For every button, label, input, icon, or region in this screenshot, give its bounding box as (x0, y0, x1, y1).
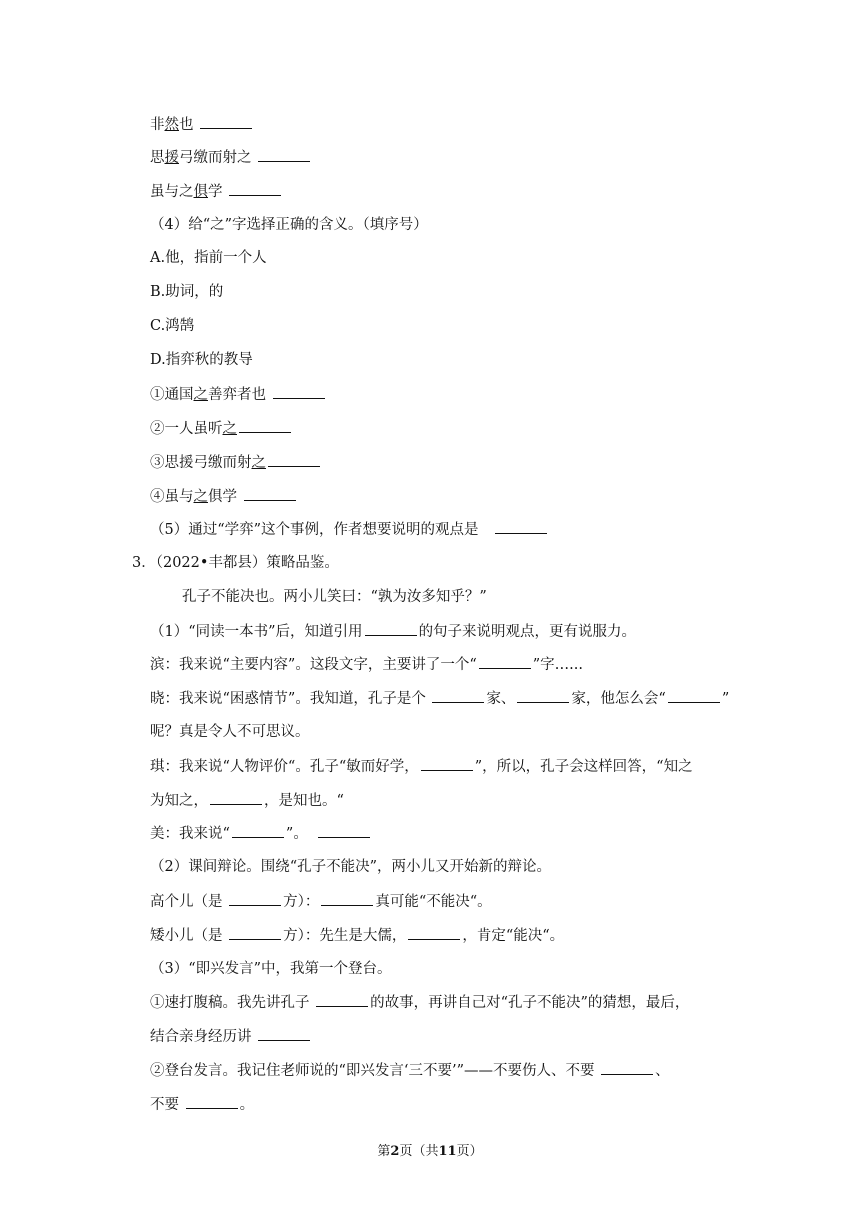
page-total: 11 (438, 1144, 457, 1159)
answer-blank (321, 891, 373, 906)
text: 善弈者也 (208, 387, 266, 403)
text: ”字…... (532, 657, 583, 673)
footer-text: 页（共 (399, 1144, 439, 1159)
step-1-cont (150, 1026, 312, 1047)
text: 结合亲身经历讲 (150, 1029, 252, 1045)
text-line (150, 181, 283, 202)
sub-question-3: （3）“即兴发言”中，我第一个登台。 (150, 961, 392, 977)
answer-blank (229, 181, 281, 196)
text: 高个儿（是 (150, 894, 223, 910)
text: 。 (239, 1097, 255, 1113)
text: （5）通过“学弈”这个事例，作者想要说明的观点是 (150, 522, 479, 538)
text: 不要 (150, 1097, 179, 1113)
underlined-char: 之 (193, 387, 208, 403)
underlined-char: 然 (164, 117, 179, 133)
text: ①速打腹稿。我先讲孔子 (150, 995, 310, 1011)
text: ④虽与 (150, 489, 194, 505)
sub-item-1 (150, 384, 327, 405)
question-4: （4）给“之”字选择正确的含义。（填序号） (150, 217, 428, 233)
option-d: D.指弈秋的教导 (150, 352, 253, 368)
option-a: A.他，指前一个人 (150, 250, 267, 266)
underlined-char: 之 (193, 489, 208, 505)
text-line (150, 114, 254, 135)
page-number: 2 (390, 1144, 400, 1159)
text: 美：我来说“ (150, 826, 230, 842)
answer-blank (258, 147, 310, 162)
underlined-char: 援 (164, 150, 179, 166)
text: 学 (208, 184, 223, 200)
option-c: C.鸿鹄 (150, 318, 195, 334)
text: 家、 (486, 691, 516, 707)
text: 弓缴而射之 (179, 150, 252, 166)
page-footer (0, 1140, 860, 1159)
answer-blank (668, 688, 720, 703)
answer-blank (232, 823, 284, 838)
footer-text: 第 (377, 1144, 391, 1159)
answer-blank (421, 756, 473, 771)
text: ②登台发言。我记住老师说的“即兴发言‘三不要’”——不要伤人、不要 (150, 1063, 595, 1079)
text: ”，所以，孔子会这样回答，“知之 (474, 759, 693, 775)
sub-item-3 (150, 452, 322, 473)
text: 方）： (283, 894, 320, 910)
answer-blank (258, 1026, 310, 1041)
answer-blank (186, 1094, 238, 1109)
answer-blank (229, 925, 281, 940)
text: 为知之， (150, 793, 208, 809)
text: 俱学 (208, 489, 237, 505)
text: 思 (150, 150, 165, 166)
step-1-line (150, 992, 689, 1013)
text: 的句子来说明观点，更有说服力。 (418, 624, 637, 640)
option-b: B.助词，的 (150, 284, 224, 300)
text: 非 (150, 117, 165, 133)
answer-blank (268, 452, 320, 467)
answer-blank (432, 688, 484, 703)
quote-line: 孔子不能决也。两小儿笑曰：“孰为汝多知乎？” (182, 589, 487, 605)
text-line (150, 147, 312, 168)
answer-blank (229, 891, 281, 906)
qi-line-cont (150, 790, 344, 811)
answer-blank (316, 992, 368, 1007)
answer-blank (365, 621, 417, 636)
bin-line (150, 654, 583, 675)
answer-blank (517, 688, 569, 703)
text: ②一人虽听 (150, 421, 223, 437)
answer-blank (408, 925, 460, 940)
answer-blank (318, 823, 370, 838)
text: 、 (655, 1063, 670, 1079)
text: 家，他怎么会“ (571, 691, 666, 707)
answer-blank (495, 519, 547, 534)
answer-blank (210, 790, 262, 805)
short-kid-line (150, 925, 564, 946)
text: ，肯定“能决“。 (462, 928, 565, 944)
step-2-line (150, 1060, 670, 1081)
question-3-title: 3．（2022•丰都县）策略品鉴。 (132, 555, 339, 571)
answer-blank (601, 1060, 653, 1075)
sub-item-2 (150, 418, 293, 439)
answer-blank (273, 384, 325, 399)
text: 方）：先生是大儒， (283, 928, 407, 944)
xiao-line (150, 688, 729, 709)
text: 也 (179, 117, 194, 133)
text: ，是知也。“ (264, 793, 344, 809)
sub-item-4 (150, 486, 298, 507)
step-2-cont (150, 1094, 254, 1115)
answer-blank (244, 486, 296, 501)
text: 的故事，再讲自己对“孔子不能决”的猜想，最后， (370, 995, 690, 1011)
text: ③思援弓缴而射 (150, 455, 252, 471)
text: 滨：我来说“主要内容”。这段文字，主要讲了一个“ (150, 657, 477, 673)
text: 真可能“不能决“。 (375, 894, 492, 910)
question-5 (150, 519, 549, 540)
underlined-char: 俱 (193, 184, 208, 200)
text: 晓：我来说“困惑情节”。我知道，孔子是个 (150, 691, 426, 707)
text: （1）“同读一本书”后，知道引用 (150, 624, 363, 640)
answer-blank (200, 114, 252, 129)
mei-line (150, 823, 372, 844)
tall-kid-line (150, 891, 492, 912)
footer-text: 页） (456, 1144, 483, 1159)
underlined-char: 之 (251, 455, 266, 471)
text: 虽与之 (150, 184, 194, 200)
underlined-char: 之 (222, 421, 237, 437)
answer-blank (479, 654, 531, 669)
answer-blank (239, 418, 291, 433)
sub-question-1 (150, 621, 636, 642)
text: ①通国 (150, 387, 194, 403)
text: ” (721, 691, 730, 707)
text: ”。 (285, 826, 308, 842)
sub-question-2: （2）课间辩论。围绕“孔子不能决”，两小儿又开始新的辩论。 (150, 859, 552, 875)
text: 琪：我来说“人物评价“。孔子“敏而好学， (150, 759, 419, 775)
text-line: 呢？真是令人不可思议。 (150, 724, 310, 740)
qi-line (150, 756, 693, 777)
text: 矮小儿（是 (150, 928, 223, 944)
